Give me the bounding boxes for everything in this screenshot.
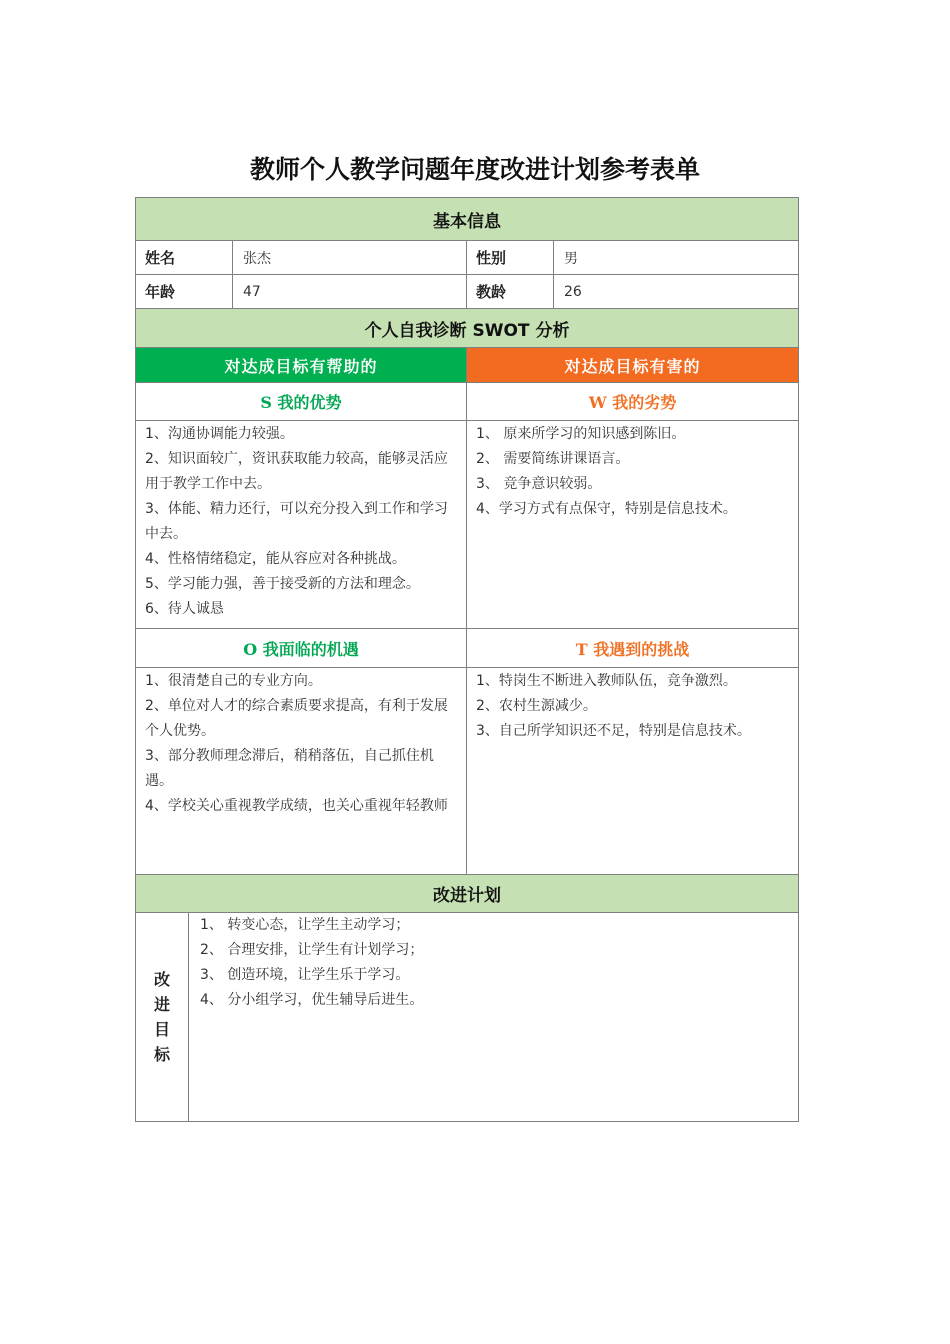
list-item: 2、 需要简练讲课语言。: [476, 451, 630, 467]
helpful-header: 对达成目标有帮助的: [136, 348, 467, 383]
strengths-list: [136, 421, 467, 629]
weaknesses-title: W 我的劣势: [467, 383, 799, 421]
list-item: 3、 竞争意识较弱。: [476, 476, 602, 492]
list-item: 1、 原来所学习的知识感到陈旧。: [476, 426, 686, 442]
plan-header: 改进计划: [136, 875, 799, 913]
list-item: 4、学习方式有点保守，特别是信息技术。: [476, 501, 737, 517]
form-table: [135, 197, 799, 1122]
list-item: 4、 分小组学习，优生辅导后进生。: [200, 992, 424, 1008]
opportunities-list: [136, 668, 467, 875]
list-item: 3、自己所学知识还不足，特别是信息技术。: [476, 723, 751, 739]
weaknesses-list: [467, 421, 799, 629]
list-item: 1、特岗生不断进入教师队伍，竞争激烈。: [476, 673, 737, 689]
list-item: 1、 转变心态，让学生主动学习；: [200, 917, 410, 933]
teaching-years-label: 教龄: [467, 275, 554, 309]
list-item: 2、农村生源减少。: [476, 698, 597, 714]
list-item: 2、单位对人才的综合素质要求提高，有利于发展个人优势。: [145, 698, 448, 739]
goals-list: [189, 913, 799, 1122]
gender-value: 男: [554, 241, 799, 275]
list-item: 4、学校关心重视教学成绩，也关心重视年轻教师: [145, 798, 448, 814]
list-item: 3、 创造环境，让学生乐于学习。: [200, 967, 410, 983]
name-label: 姓名: [136, 241, 233, 275]
harmful-header: 对达成目标有害的: [467, 348, 799, 383]
goal-label: 改 进 目 标: [136, 913, 189, 1122]
list-item: 3、部分教师理念滞后，稍稍落伍，自己抓住机遇。: [145, 748, 434, 789]
name-value: 张杰: [233, 241, 467, 275]
threats-title: T 我遇到的挑战: [467, 629, 799, 668]
teaching-years-value: 26: [554, 275, 799, 309]
list-item: 1、很清楚自己的专业方向。: [145, 673, 322, 689]
opportunities-title: O 我面临的机遇: [136, 629, 467, 668]
age-value: 47: [233, 275, 467, 309]
age-label: 年龄: [136, 275, 233, 309]
list-item: 2、 合理安排，让学生有计划学习；: [200, 942, 424, 958]
threats-list: [467, 668, 799, 875]
gender-label: 性别: [467, 241, 554, 275]
list-item: 4、性格情绪稳定，能从容应对各种挑战。: [145, 551, 406, 567]
basic-info-header: 基本信息: [136, 198, 799, 241]
swot-header: 个人自我诊断 SWOT 分析: [136, 309, 799, 348]
list-item: 5、学习能力强，善于接受新的方法和理念。: [145, 576, 420, 592]
list-item: 2、知识面较广，资讯获取能力较高，能够灵活应用于教学工作中去。: [145, 451, 448, 492]
list-item: 1、沟通协调能力较强。: [145, 426, 294, 442]
page-title: 教师个人教学问题年度改进计划参考表单: [249, 155, 700, 184]
list-item: 6、待人诚恳: [145, 601, 224, 617]
list-item: 3、体能、精力还行，可以充分投入到工作和学习中去。: [145, 501, 448, 542]
strengths-title: S 我的优势: [136, 383, 467, 421]
